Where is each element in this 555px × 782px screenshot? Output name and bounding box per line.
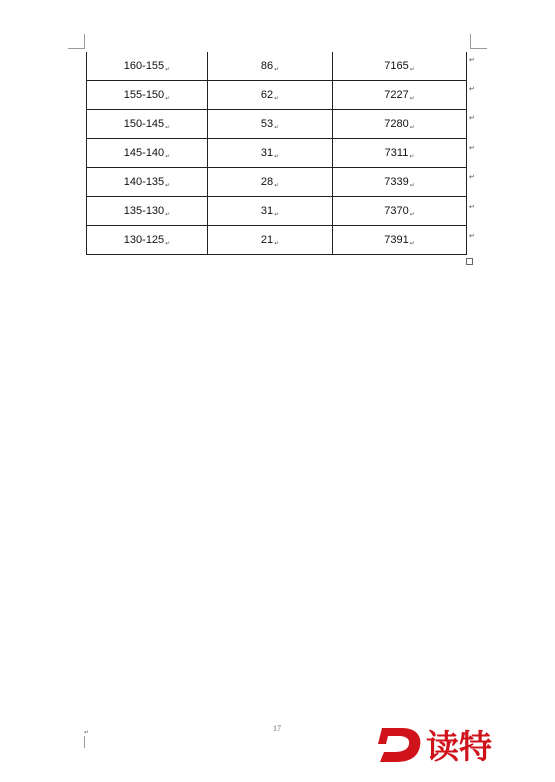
row-end-mark: ↵ (469, 57, 475, 64)
dute-logo (378, 722, 510, 766)
count-cell[interactable]: 86↵ (208, 52, 333, 81)
score-range-cell[interactable]: 145-140↵ (87, 139, 208, 168)
count-cell[interactable]: 31↵ (208, 139, 333, 168)
score-range-cell[interactable]: 155-150↵ (87, 81, 208, 110)
page-number: 17 (273, 724, 281, 733)
cumulative-cell[interactable]: 7391↵ (333, 226, 467, 255)
footer-paragraph-mark: ↵ (84, 730, 90, 736)
table-row (87, 81, 467, 110)
score-range-cell[interactable]: 150-145↵ (87, 110, 208, 139)
score-range-cell[interactable]: 160-155↵ (87, 52, 208, 81)
count-cell[interactable]: 28↵ (208, 168, 333, 197)
count-cell[interactable]: 53↵ (208, 110, 333, 139)
table-row (87, 168, 467, 197)
row-end-mark: ↵ (469, 204, 475, 211)
logo-d-mark (378, 728, 420, 762)
logo-text: 读特 (426, 727, 492, 766)
cumulative-cell[interactable]: 7227↵ (333, 81, 467, 110)
table-resize-handle[interactable] (466, 258, 473, 265)
cumulative-cell[interactable]: 7339↵ (333, 168, 467, 197)
cumulative-cell[interactable]: 7280↵ (333, 110, 467, 139)
crop-mark-top-left-v (84, 34, 85, 49)
score-range-cell[interactable]: 140-135↵ (87, 168, 208, 197)
table-row (87, 197, 467, 226)
count-cell[interactable]: 31↵ (208, 197, 333, 226)
score-range-cell[interactable]: 135-130↵ (87, 197, 208, 226)
count-cell[interactable]: 62↵ (208, 81, 333, 110)
cumulative-cell[interactable]: 7311↵ (333, 139, 467, 168)
row-end-mark: ↵ (469, 86, 475, 93)
crop-mark-top-right-v (470, 34, 471, 49)
row-end-mark: ↵ (469, 233, 475, 240)
table-row (87, 139, 467, 168)
score-distribution-table (86, 52, 467, 255)
row-end-mark: ↵ (469, 145, 475, 152)
crop-mark-bottom-left-v (84, 736, 85, 748)
row-end-mark: ↵ (469, 115, 475, 122)
cumulative-cell[interactable]: 7370↵ (333, 197, 467, 226)
row-end-mark: ↵ (469, 174, 475, 181)
table-row (87, 52, 467, 81)
table-row (87, 226, 467, 255)
crop-mark-top-left-h (68, 48, 84, 49)
cumulative-cell[interactable]: 7165↵ (333, 52, 467, 81)
score-range-cell[interactable]: 130-125↵ (87, 226, 208, 255)
count-cell[interactable]: 21↵ (208, 226, 333, 255)
crop-mark-top-right-h (471, 48, 487, 49)
table-row (87, 110, 467, 139)
